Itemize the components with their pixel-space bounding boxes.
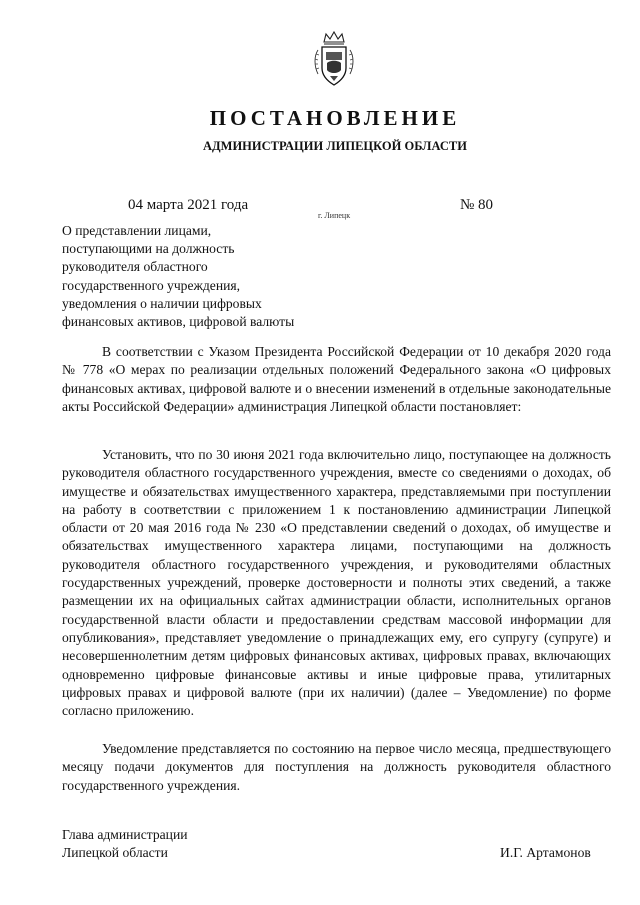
- document-subject: [62, 222, 362, 331]
- signature-position-line: Липецкой области: [62, 845, 168, 861]
- subject-line: поступающими на должность: [62, 241, 235, 257]
- subject-line: государственного учреждения,: [62, 277, 241, 293]
- subject-line: уведомления о наличии цифровых: [62, 295, 262, 311]
- main-text: Установить, что по 30 июня 2021 года включительно лицо, поступающее на должность руководителя областного государственного учреждения, вместе со сведениями о доходах, об имуществе и обязательствах имущественного характера, представляемыми при поступлении на работу в соответствии с приложением 1 к постановлению администрации Липецкой области от 20 мая 2016 года № 230 «О представлении сведений о доходах, об имуществе и обязательствах имущественного характера лицами, поступающими на должность руководителя областного государственного учреждения, и руководителями областных государственных учреждений, проверке достоверности и полноты этих сведений, а также размещении их на официальных сайтах администрации области, исполнительных органов государственной власти области и предоставлении средствам массовой информации для опубликования», представляет уведомление о принадлежащих ему, его супругу (супруге) и несовершеннолетним детям цифровых финансовых активах, цифровых правах, включающих одновременно цифровые финансовые активы и иные цифровые права, утилитарных цифровых правах и цифровой валюте (при их наличии) (далее – Уведомление) по форме согласно приложению.: [62, 447, 611, 719]
- document-title: ПОСТАНОВЛЕНИЕ: [209, 106, 461, 130]
- second-paragraph: [62, 740, 611, 795]
- preamble-paragraph: [62, 343, 611, 416]
- signature-name: И.Г. Артамонов: [500, 845, 591, 860]
- document-date: 04 марта 2021 года: [128, 197, 249, 213]
- signature-position-line: Глава администрации: [62, 827, 188, 842]
- coat-of-arms-icon: [312, 30, 356, 88]
- document-subtitle: АДМИНИСТРАЦИИ ЛИПЕЦКОЙ ОБЛАСТИ: [203, 139, 467, 153]
- signature-position: [62, 826, 188, 863]
- subject-line: финансовых активов, цифровой валюты: [62, 314, 295, 330]
- subject-line: О представлении лицами,: [62, 223, 212, 238]
- subject-line: руководителя областного: [62, 259, 208, 275]
- preamble-text: В соответствии с Указом Президента Российской Федерации от 10 декабря 2020 года № 778 «О мерах по реализации отдельных положений Федерального закона «О цифровых финансовых активах, цифровой валюте и о внесении изменений в отдельные законодательные акты Российской Федерации» администрация Липецкой области постановляет:: [62, 344, 611, 414]
- document-number: № 80: [460, 197, 494, 213]
- second-text: Уведомление представляется по состоянию на первое число месяца, предшествующего месяцу подачи документов для поступления на должность руководителя областного государственного учреждения.: [62, 741, 611, 793]
- main-paragraph: [62, 446, 611, 720]
- document-city: г. Липецк: [318, 211, 351, 220]
